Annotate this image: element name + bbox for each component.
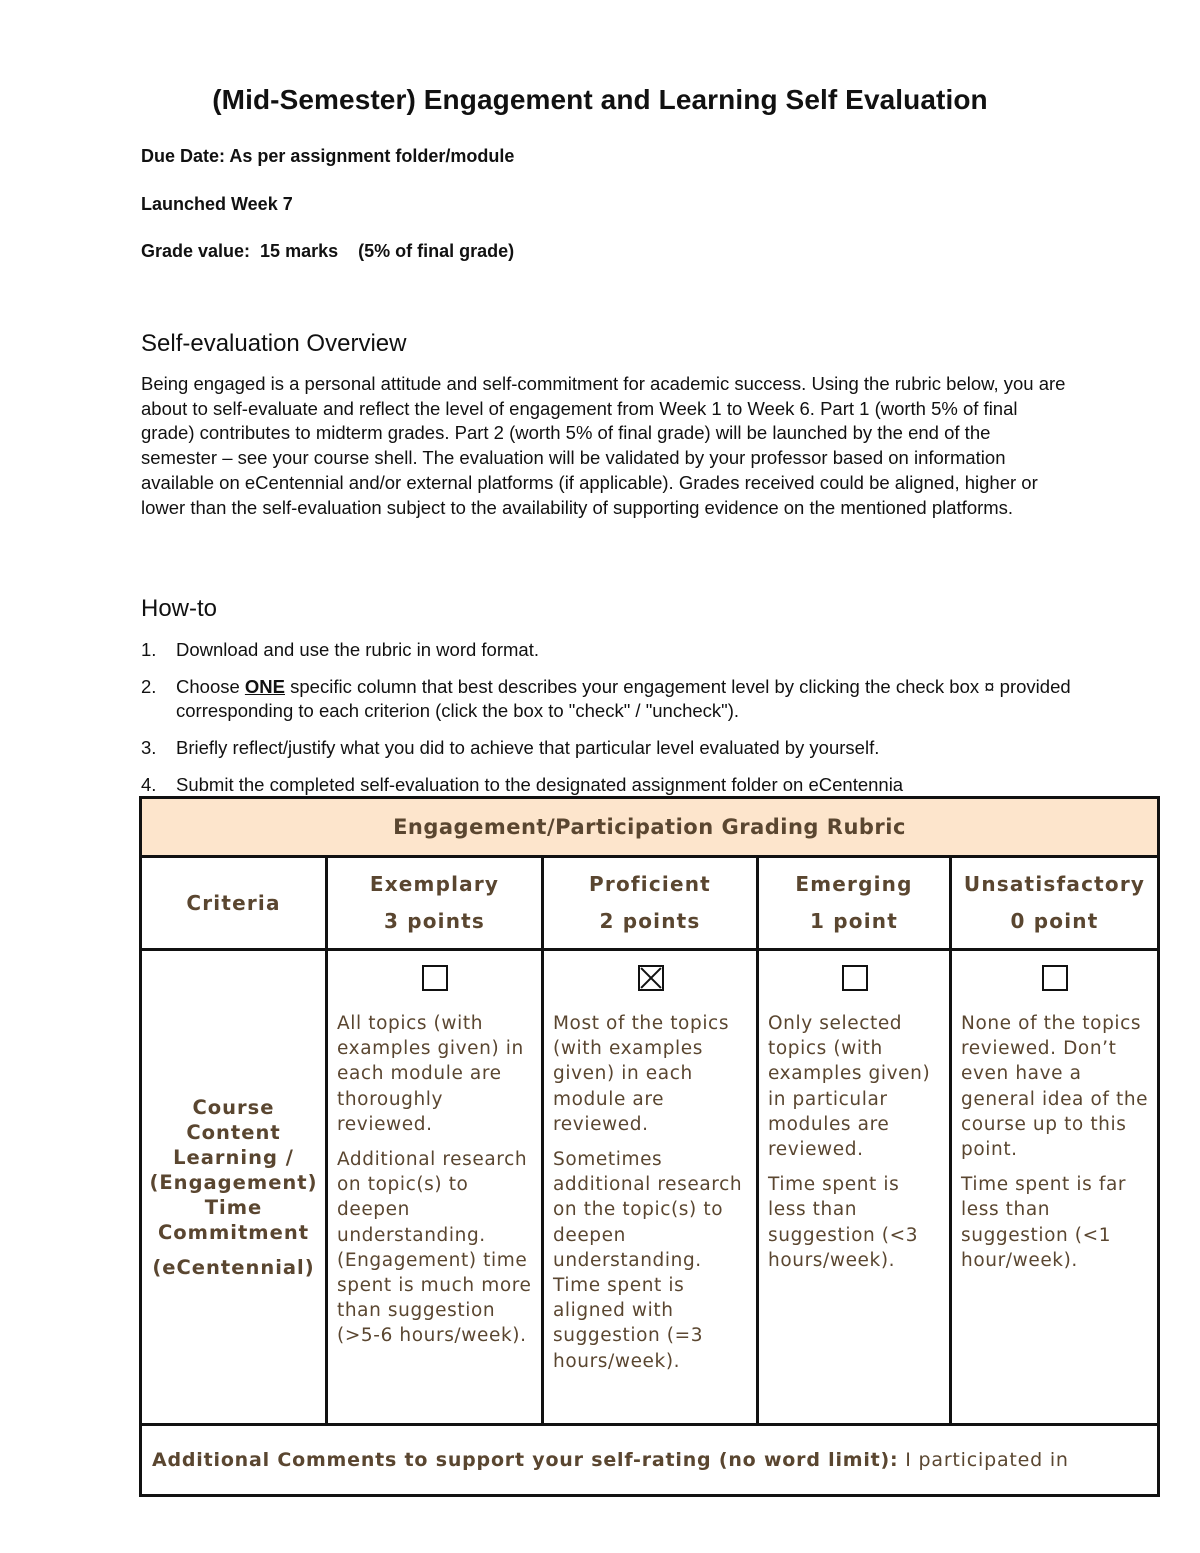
level-cell-proficient — [543, 950, 758, 1425]
overview-heading: Self-evaluation Overview — [141, 330, 407, 357]
step-number: 3. — [141, 737, 157, 759]
level-name: Unsatisfactory — [963, 872, 1146, 896]
comments-cell[interactable] — [141, 1425, 1159, 1496]
level-points: 0 point — [1010, 909, 1099, 933]
level-header-proficient — [543, 857, 758, 950]
overview-paragraph: Being engaged is a personal attitude and self-commitment for academic success. Using the rubric below, you are about to self-evaluate and reflect the level of engagement from Week 1 to Week 6. Part 1 (worth 5% of final grade) contributes to midterm grades. Part 2 (worth 5% of final grade) will be launched by the end of the semester – see your course shell. The evaluation will be validated by your professor based on information available on eCentennial and/or external platforms (if applicable). Grades received could be aligned, higher or lower than the self-evaluation subject to the availability of supporting evidence on the mentioned platforms. — [141, 373, 1066, 518]
level-header-emerging — [758, 857, 951, 950]
howto-step — [141, 638, 1081, 663]
level-header-unsatisfactory — [951, 857, 1159, 950]
step-number: 2. — [141, 675, 157, 697]
comments-text: I participated in — [898, 1449, 1069, 1471]
level-header-exemplary — [327, 857, 543, 950]
level-description: All topics (with examples given) in each module are thoroughly reviewed. — [337, 1013, 524, 1135]
level-cell-unsatisfactory — [951, 950, 1159, 1425]
unsatisfactory-checkbox[interactable] — [1042, 965, 1068, 991]
document-title: (Mid-Semester) Engagement and Learning Self Evaluation — [212, 84, 988, 115]
step-number: 1. — [141, 639, 157, 660]
level-name: Exemplary — [369, 872, 500, 896]
comments-label: Additional Comments to support your self-rating (no word limit): — [152, 1449, 899, 1471]
level-cell-emerging — [758, 950, 951, 1425]
grade-value: Grade value: 15 marks (5% of final grade) — [141, 241, 515, 261]
rubric-table — [139, 796, 1160, 1497]
criterion-name: Course Content Learning / (Engagement) Time Commitment — [149, 1095, 318, 1244]
step-emphasis: ONE — [244, 675, 285, 697]
howto-step — [141, 773, 1081, 798]
level-points: 1 point — [810, 909, 898, 933]
level-cell-exemplary — [327, 950, 543, 1425]
step-text-before: Choose — [176, 675, 245, 697]
level-points: 3 points — [383, 909, 486, 933]
level-description-extra: Time spent is far less than suggestion (<1 hour/week). — [961, 1174, 1127, 1271]
step-text-after: specific column that best describes your engagement level by clicking the check box ¤ provided corresponding to each criterion (click the box to "check" / "uncheck"). — [176, 675, 1071, 722]
level-points: 2 points — [599, 909, 701, 933]
level-description-extra: Time spent is less than suggestion (<3 hours/week). — [768, 1174, 919, 1271]
level-description: None of the topics reviewed. Don’t even have a general idea of the course up to this point. — [961, 1013, 1149, 1161]
level-description: Only selected topics (with examples given) in particular modules are reviewed. — [768, 1013, 931, 1161]
criterion-cell — [141, 950, 327, 1425]
exemplary-checkbox[interactable] — [422, 965, 448, 991]
howto-step — [141, 675, 1081, 724]
howto-step — [141, 736, 1081, 761]
rubric-caption: Engagement/Participation Grading Rubric — [141, 798, 1159, 857]
step-text: Briefly reflect/justify what you did to achieve that particular level evaluated by yourself. — [176, 737, 880, 759]
step-number: 4. — [141, 773, 157, 795]
level-name: Emerging — [795, 872, 913, 896]
howto-steps — [141, 638, 1081, 810]
emerging-checkbox[interactable] — [842, 965, 868, 991]
criterion-platform: (eCentennial) — [152, 1255, 315, 1279]
proficient-checkbox[interactable] — [638, 965, 664, 991]
due-date: Due Date: As per assignment folder/module — [141, 146, 515, 166]
howto-heading: How-to — [141, 595, 218, 622]
criteria-header: Criteria — [141, 857, 327, 950]
level-description-extra: Additional research on topic(s) to deepen understanding. (Engagement) time spent is much more than suggestion (>5-6 hours/week). — [337, 1149, 532, 1347]
level-description: Most of the topics (with examples given) in each module are reviewed. — [553, 1013, 730, 1135]
level-description-extra: Sometimes additional research on the topic(s) to deepen understanding. Time spent is aligned with suggestion (=3 hours/week). — [553, 1149, 743, 1372]
step-text: Submit the completed self-evaluation to the designated assignment folder on eCentennia — [176, 773, 904, 795]
launch-week: Launched Week 7 — [141, 194, 293, 214]
level-name: Proficient — [589, 872, 711, 896]
step-text: Download and use the rubric in word format. — [176, 639, 539, 660]
